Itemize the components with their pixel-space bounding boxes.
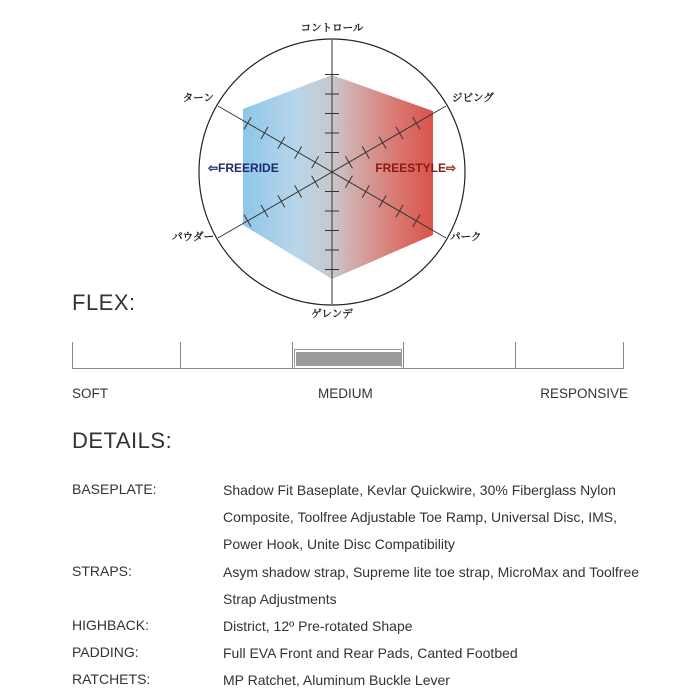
flex-tick (180, 342, 181, 369)
axis-label-powder: パウダー (172, 231, 214, 243)
detail-label-ratchets: RATCHETS: (72, 671, 151, 687)
details-title: DETAILS: (72, 428, 173, 453)
flex-indicator (296, 352, 401, 366)
freeride-label: ⇦FREERIDE (208, 161, 279, 175)
flex-label-soft: SOFT (72, 386, 108, 401)
detail-label-straps: STRAPS: (72, 563, 132, 579)
detail-value-padding: Full EVA Front and Rear Pads, Canted Footbed (223, 645, 518, 661)
axis-label-groomer: ゲレンデ (311, 308, 353, 320)
detail-label-baseplate: BASEPLATE: (72, 481, 157, 497)
detail-label-padding: PADDING: (72, 644, 139, 660)
flex-tick (403, 342, 404, 369)
detail-value-baseplate: Shadow Fit Baseplate, Kevlar Quickwire, 30% Fiberglass Nylon Composite, Toolfree Adjustable Toe Ramp, Universal Disc, IMS, Power Hook, Unite Disc Compatibility (223, 482, 617, 552)
flex-tick (515, 342, 516, 369)
axis-label-jibbing: ジビング (452, 92, 494, 104)
radar-chart (0, 0, 700, 320)
flex-tick (623, 342, 624, 369)
flex-tick (292, 342, 293, 369)
flex-label-responsive: RESPONSIVE (540, 386, 628, 401)
flex-baseline (72, 368, 624, 369)
axis-label-control: コントロール (300, 22, 364, 34)
flex-scale (72, 340, 624, 370)
axis-label-park: パーク (450, 231, 482, 243)
detail-value-ratchets: MP Ratchet, Aluminum Buckle Lever (223, 672, 450, 688)
flex-tick (72, 342, 73, 369)
detail-value-highback: District, 12º Pre-rotated Shape (223, 618, 413, 634)
detail-value-straps: Asym shadow strap, Supreme lite toe strap, MicroMax and Toolfree Strap Adjustments (223, 564, 640, 607)
freestyle-label: FREESTYLE⇨ (375, 161, 456, 175)
detail-label-highback: HIGHBACK: (72, 617, 150, 633)
flex-title: FLEX: (72, 290, 136, 315)
flex-label-medium: MEDIUM (318, 386, 373, 401)
axis-label-turn: ターン (182, 92, 214, 104)
